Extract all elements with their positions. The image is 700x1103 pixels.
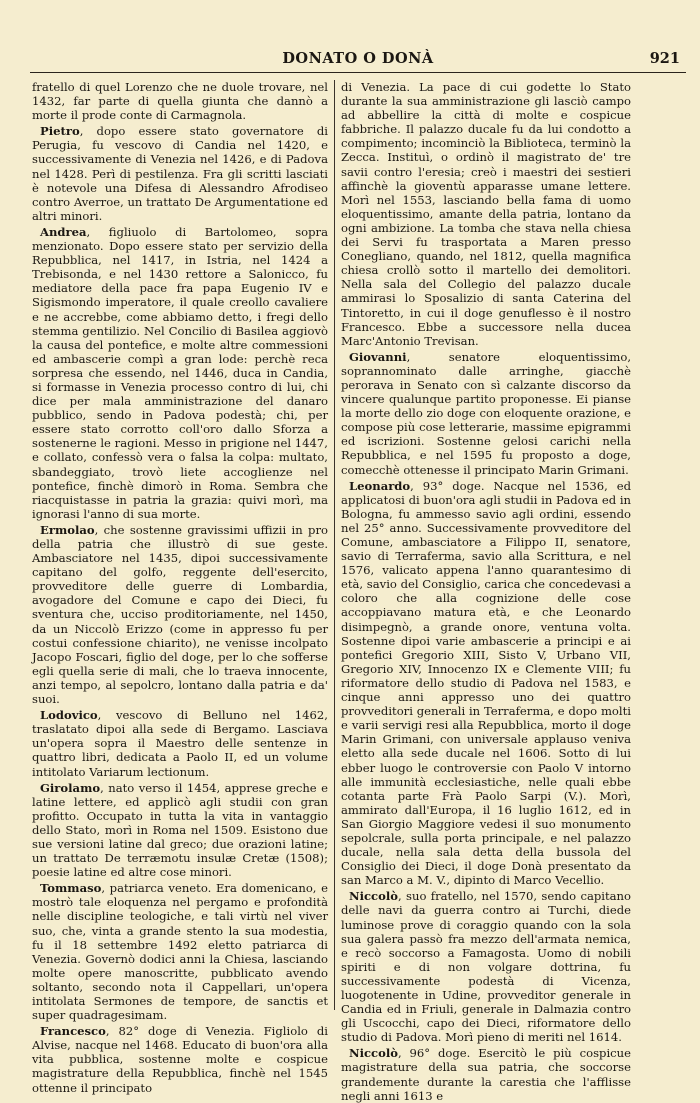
left-column	[32, 80, 328, 1095]
page-header	[30, 46, 686, 73]
biography-entry	[32, 225, 328, 521]
entry-text: , vescovo di Belluno nel 1462, traslatato dipoi alla sede di Bergamo. Lasciava un'opera sopra il Maestro delle sentenze in quattro libri, dedicata a Paolo II, ed un volume intitolato Variarum lectionum.	[32, 708, 328, 779]
entry-name: Andrea	[40, 224, 87, 239]
right-column	[341, 80, 631, 1103]
biography-entry	[32, 1024, 328, 1094]
entry-name: Niccolò	[349, 1046, 398, 1061]
biography-entry	[341, 889, 631, 1044]
entry-text: , 82° doge di Venezia. Figliolo di Alvise, nacque nel 1468. Educato di buon'ora alla vita pubblica, sostenne molte e cospicue magistrature della Repubblica, finchè nel 1545 ottenne il principato	[32, 1024, 328, 1095]
entry-name: Francesco	[40, 1024, 106, 1039]
column-divider	[334, 80, 335, 1010]
entry-text: , 93° doge. Nacque nel 1536, ed applicatosi di buon'ora agli studii in Padova ed in Bologna, fu ammesso savio agli ordini, essendo nel 25° anno. Successivamente provveditore del Comune, ambasciatore a Filippo II, senatore, savio di Terraferma, savio alla Scrittura, e nel 1576, valicato appena l'anno quarantesimo di età, savio del Consiglio, carica che concedevasi a coloro che alla cognizione delle cose accoppiavano matura età, e che Leonardo disimpegnò, a grande onore, ventuna volta. Sostenne dipoi varie ambascerie a principi e ai pontefici Gregorio XIII, Sisto V, Urbano VII, Gregorio XIV, Innocenzo IX e Clemente VIII; fu riformatore dello studio di Padova nel 1583, e cinque anni appresso uno dei quattro provveditori generali in Terraferma, e dopo molti e varii servigi resi alla Repubblica, morto il doge Marin Grimani, con universale applauso veniva eletto alla sede ducale nel 1606. Sotto di lui ebber luogo le controversie con Paolo V intorno alle immunità ecclesiastiche, nelle quali ebbe cotanta parte Frà Paolo Sarpi (V.). Morì, ammirato dall'Europa, il 16 luglio 1612, ed in San Giorgio Maggiore vedesi il suo monumento sepolcrale, sulla porta principale, e nel palazzo ducale, nella sala detta della bussola del Consiglio dei Dieci, il doge Donà presentato da san Marco a M. V., dipinto di Marco Vecellio.	[341, 478, 631, 888]
entry-name: Leonardo	[349, 478, 411, 493]
entry-text: , suo fratello, nel 1570, sendo capitano delle navi da guerra contro ai Turchi, diede luminose prove di coraggio quando con la sola sua galera passò fra mezzo dell'armata nemica, e recò soccorso a Famagosta. Uomo di nobili spiriti e di non volgare dottrina, fu successivamente podestà di Vicenza, luogotenente in Udine, provveditor generale in Candia ed in Friuli, generale in Dalmazia contro gli Uscocchi, capo dei Dieci, riformatore dello studio di Padova. Morì pieno di meriti nel 1614.	[341, 889, 631, 1045]
entry-text: , senatore eloquentissimo, soprannominato dalle arringhe, giacchè perorava in Senato con sì calzante discorso da vincere qualunque partito proponesse. Ei pianse la morte dello zio doge con eloquente orazione, e compose più cose letterarie, massime epigrammi ed iscrizioni. Sostenne gelosi carichi nella Repubblica, e nel 1595 fu proposto a doge, comecchè ottenesse il principato Marin Grimani.	[341, 349, 631, 477]
biography-entry	[32, 80, 328, 122]
entry-name: Tommaso	[40, 881, 102, 896]
biography-entry	[32, 881, 328, 1022]
entry-text: , dopo essere stato governatore di Perugia, fu vescovo di Candia nel 1420, e successivamente di Venezia nel 1426, e di Padova nel 1428. Perì di pestilenza. Fra gli scritti lasciati è notevole una Difesa di Alessandro Afrodiseo contro Averroe, un trattato De Argumentatione ed altri minori.	[32, 124, 328, 223]
biography-entry	[341, 479, 631, 888]
biography-entry	[341, 80, 631, 348]
entry-text: , che sostenne gravissimi uffizii in pro della patria che illustrò di sue geste. Ambasciatore nel 1435, dipoi successivamente capitano del golfo, reggente dell'esercito, provveditore delle guerre di Lombardia, avogadore del Comune e capo dei Dieci, fu sventura che, ucciso proditoriamente, nel 1450, da un Niccolò Erizzo (come in appresso fu per costui confessione chiarito), ne venisse incolpato Jacopo Foscari, figlio del doge, per lo che sofferse egli quella serie di mali, che lo traeva innocente, anzi tempo, al sepolcro, lontano dalla patria e da' suoi.	[32, 522, 328, 707]
biography-entry	[341, 1046, 631, 1102]
biography-entry	[32, 708, 328, 778]
biography-entry	[32, 523, 328, 706]
entry-text: fratello di quel Lorenzo che ne duole trovare, nel 1432, far parte di quella giunta che dannò a morte il prode conte di Carmagnola.	[32, 80, 328, 123]
biography-entry	[32, 781, 328, 880]
entry-name: Pietro	[40, 124, 80, 139]
entry-name: Girolamo	[40, 780, 101, 795]
entry-text: di Venezia. La pace di cui godette lo Stato durante la sua amministrazione gli lasciò campo ad abbellire la città di molte e cospicue fabbriche. Il palazzo ducale fu da lui condotto a compimento; incominciò la Biblioteca, terminò la Zecca. Instituì, o ordinò il magistrato de' tre savii contro l'eresia; creò i maestri dei sestieri affinchè la gioventù apparasse umane lettere. Morì nel 1553, lasciando bella fama di uomo eloquentissimo, amante della patria, lontano da ogni ambizione. La tomba che stava nella chiesa dei Servi fu trasportata a Maren presso Conegliano, quando, nel 1812, quella magnifica chiesa crollò sotto il martello dei demolitori. Nella sala del Collegio del palazzo ducale ammirasi lo Sposalizio di santa Caterina del Tintoretto, in cui il doge genuflesso è il nostro Francesco. Ebbe a successore nella ducea Marc'Antonio Trevisan.	[341, 80, 631, 348]
entry-text: , nato verso il 1454, apprese greche e latine lettere, ed applicò agli studii con gran profitto. Occupato in tutta la vita in vantaggio dello Stato, morì in Roma nel 1509. Esistono due sue versioni latine dal greco; due orazioni latine; un trattato De terræmotu insulæ Cretæ (1508); poesie latine ed altre cose minori.	[32, 780, 328, 880]
page-number: 921	[649, 50, 680, 67]
entry-text: , patriarca veneto. Era domenicano, e mostrò tale eloquenza nel pergamo e profondità nelle discipline teologiche, e tali virtù nel viver suo, che, vinta a grande stento la sua modestia, fu il 18 settembre 1492 eletto patriarca di Venezia. Governò dodici anni la Chiesa, lasciando molte opere manoscritte, pubblicato avendo soltanto, secondo nota il Cappellari, un'opera intitolata Sermones de tempore, de sanctis et super quadragesimam.	[32, 881, 328, 1023]
entry-name: Giovanni	[349, 349, 407, 364]
running-title: DONATO O DONÀ	[282, 50, 434, 67]
biography-entry	[32, 124, 328, 223]
biography-entry	[341, 350, 631, 477]
entry-name: Ermolao	[40, 522, 95, 537]
entry-name: Lodovico	[40, 708, 98, 723]
entry-text: , 96° doge. Esercitò le più cospicue magistrature della sua patria, che soccorse grandemente durante la carestia che l'afflisse negli anni 1613 e	[341, 1046, 631, 1103]
entry-name: Niccolò	[349, 889, 398, 904]
entry-text: , figliuolo di Bartolomeo, sopra menzionato. Dopo essere stato per servizio della Repubblica, nel 1417, in Istria, nel 1424 a Trebisonda, e nel 1430 rettore a Salonicco, fu mediatore della pace fra papa Eugenio IV e Sigismondo imperatore, il quale creollo cavaliere e ne accrebbe, come abbiamo detto, i fregi dello stemma gentilizio. Nel Concilio di Basilea aggiovò la causa del pontefice, e molte altre commessioni ed ambascerie compì a gran lode: perchè reca sorpresa che essendo, nel 1446, duca in Candia, si formasse in Venezia processo contro di lui, chi dice per mala amministrazione del danaro pubblico, sendo in Padova podestà; chi, per essere stato corrotto coll'oro dallo Sforza a sostenerne le ragioni. Messo in prigione nel 1447, e collato, confessò vera o falsa la colpa: multato, sbandeggiato, trovò liete accoglienze nel pontefice, finchè dimorò in Roma. Sembra che riacquistasse in patria la grazia: quivi morì, ma ignorasi l'anno di sua morte.	[32, 224, 328, 521]
